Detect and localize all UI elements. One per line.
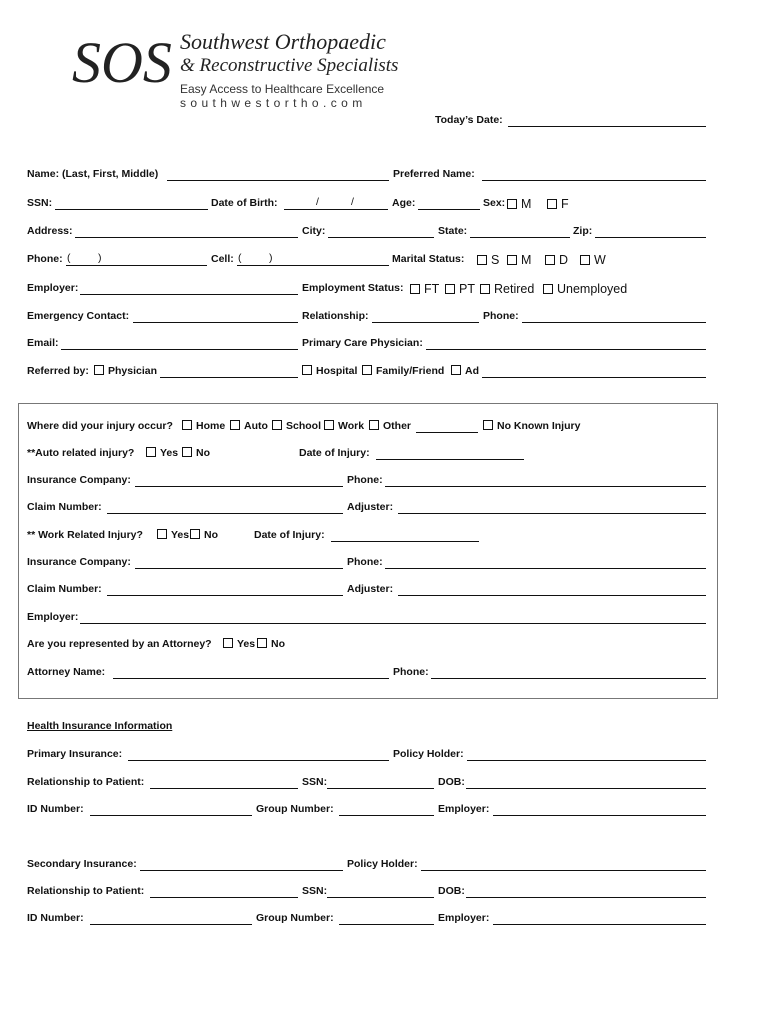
primary-group-label: Group Number: xyxy=(256,803,334,815)
marital-d-label: D xyxy=(559,253,569,267)
injury-other-option[interactable] xyxy=(367,420,411,432)
attorney-no-label: No xyxy=(271,638,285,650)
checkbox-icon[interactable] xyxy=(324,420,334,430)
zip-field[interactable] xyxy=(595,225,706,238)
emp-unemployed-label: Unemployed xyxy=(557,282,628,296)
pcp-field[interactable] xyxy=(426,337,706,350)
logo-website: southwestortho.com xyxy=(180,96,367,110)
work-employer-field[interactable] xyxy=(80,611,706,624)
primary-ssn-field[interactable] xyxy=(327,776,434,789)
zip-label: Zip: xyxy=(573,225,593,237)
checkbox-icon[interactable] xyxy=(369,420,379,430)
logo-name-line1: Southwest Orthopaedic xyxy=(180,29,386,54)
secondary-group-field[interactable] xyxy=(339,912,434,925)
ref-ad-option[interactable] xyxy=(449,365,479,377)
auto-date-field[interactable] xyxy=(376,447,524,460)
checkbox-icon[interactable] xyxy=(543,284,553,294)
attorney-phone-field[interactable] xyxy=(431,666,706,679)
employer-label: Employer: xyxy=(27,282,79,294)
primary-insurance-label: Primary Insurance: xyxy=(27,748,123,760)
secondary-dob-field[interactable] xyxy=(466,885,706,898)
city-label: City: xyxy=(302,225,326,237)
dob-separator-1: / xyxy=(316,196,319,208)
ssn-label: SSN: xyxy=(27,197,53,209)
secondary-insurance-field[interactable] xyxy=(140,858,343,871)
auto-yes-option[interactable] xyxy=(144,447,178,459)
checkbox-icon[interactable] xyxy=(445,284,455,294)
primary-policy-holder-label: Policy Holder: xyxy=(393,748,464,760)
marital-m-label: M xyxy=(521,253,532,267)
email-label: Email: xyxy=(27,337,59,349)
emp-ft-option[interactable] xyxy=(408,280,439,298)
work-yes-label: Yes xyxy=(171,529,190,541)
marital-s-option[interactable] xyxy=(475,251,499,269)
cell-label: Cell: xyxy=(211,253,234,265)
secondary-dob-label: DOB: xyxy=(438,885,465,897)
auto-related-label: **Auto related injury? xyxy=(27,447,135,459)
referred-by-label: Referred by: xyxy=(27,365,89,377)
marital-d-option[interactable] xyxy=(543,251,568,269)
ref-physician-field[interactable] xyxy=(160,365,298,378)
sex-label: Sex: xyxy=(483,197,506,209)
work-adjuster-label: Adjuster: xyxy=(347,583,394,595)
auto-date-label: Date of Injury: xyxy=(299,447,370,459)
state-label: State: xyxy=(438,225,468,237)
pcp-label: Primary Care Physician: xyxy=(302,337,423,349)
checkbox-icon[interactable] xyxy=(451,365,461,375)
primary-insurance-field[interactable] xyxy=(128,748,389,761)
city-field[interactable] xyxy=(328,225,434,238)
checkbox-icon[interactable] xyxy=(362,365,372,375)
checkbox-icon[interactable] xyxy=(507,255,517,265)
attorney-yes-option[interactable] xyxy=(221,638,255,650)
secondary-relationship-field[interactable] xyxy=(150,885,298,898)
attorney-phone-label: Phone: xyxy=(393,666,429,678)
injury-auto-option[interactable] xyxy=(228,420,268,432)
preferred-name-label: Preferred Name: xyxy=(393,168,475,180)
work-date-field[interactable] xyxy=(331,529,479,542)
name-label: Name: (Last, First, Middle) xyxy=(27,168,159,180)
work-no-option[interactable] xyxy=(188,529,218,541)
employer-field[interactable] xyxy=(80,282,298,295)
work-phone-field[interactable] xyxy=(385,556,706,569)
checkbox-icon[interactable] xyxy=(94,365,104,375)
age-field[interactable] xyxy=(418,197,480,210)
injury-auto-label: Auto xyxy=(244,420,268,432)
secondary-employer-label: Employer: xyxy=(438,912,490,924)
work-insurance-label: Insurance Company: xyxy=(27,556,131,568)
todays-date-label: Today’s Date: xyxy=(435,114,503,126)
dob-label: Date of Birth: xyxy=(211,197,278,209)
checkbox-icon[interactable] xyxy=(580,255,590,265)
logo-monogram xyxy=(70,26,178,96)
secondary-insurance-label: Secondary Insurance: xyxy=(27,858,137,870)
primary-dob-label: DOB: xyxy=(438,776,465,788)
marital-status-label: Marital Status: xyxy=(392,253,465,265)
checkbox-icon[interactable] xyxy=(182,447,192,457)
phone-field[interactable] xyxy=(66,253,207,266)
work-employer-label: Employer: xyxy=(27,611,79,623)
work-claim-field[interactable] xyxy=(107,583,343,596)
primary-employer-field[interactable] xyxy=(493,803,706,816)
attorney-no-option[interactable] xyxy=(255,638,285,650)
auto-no-option[interactable] xyxy=(180,447,210,459)
secondary-ssn-field[interactable] xyxy=(327,885,434,898)
checkbox-icon[interactable] xyxy=(507,199,517,209)
ref-hospital-option[interactable] xyxy=(300,365,357,377)
checkbox-icon[interactable] xyxy=(477,255,487,265)
cell-area-open: ( xyxy=(238,252,242,264)
relationship-field[interactable] xyxy=(372,310,479,323)
sex-f-option[interactable] xyxy=(545,195,569,213)
checkbox-icon[interactable] xyxy=(410,284,420,294)
secondary-id-label: ID Number: xyxy=(27,912,84,924)
auto-no-label: No xyxy=(196,447,210,459)
work-adjuster-field[interactable] xyxy=(398,583,706,596)
address-field[interactable] xyxy=(75,225,298,238)
primary-relationship-field[interactable] xyxy=(150,776,298,789)
marital-w-option[interactable] xyxy=(578,251,606,269)
auto-adjuster-field[interactable] xyxy=(398,501,706,514)
ssn-field[interactable] xyxy=(55,197,208,210)
primary-group-field[interactable] xyxy=(339,803,434,816)
attorney-name-label: Attorney Name: xyxy=(27,666,106,678)
work-claim-label: Claim Number: xyxy=(27,583,102,595)
auto-claim-field[interactable] xyxy=(107,501,343,514)
sex-f-label: F xyxy=(561,197,569,211)
injury-where-label: Where did your injury occur? xyxy=(27,420,173,432)
attorney-name-field[interactable] xyxy=(113,666,389,679)
auto-insurance-field[interactable] xyxy=(135,474,343,487)
work-yes-option[interactable] xyxy=(155,529,189,541)
state-field[interactable] xyxy=(470,225,570,238)
checkbox-icon[interactable] xyxy=(223,638,233,648)
attorney-question-label: Are you represented by an Attorney? xyxy=(27,638,212,650)
emp-retired-label: Retired xyxy=(494,282,535,296)
checkbox-icon[interactable] xyxy=(547,199,557,209)
name-field[interactable] xyxy=(167,168,389,181)
checkbox-icon[interactable] xyxy=(182,420,192,430)
dob-separator-2: / xyxy=(351,196,354,208)
phone-area-open: ( xyxy=(67,252,71,264)
emp-pt-label: PT xyxy=(459,282,475,296)
relationship-label: Relationship: xyxy=(302,310,369,322)
auto-adjuster-label: Adjuster: xyxy=(347,501,394,513)
primary-id-label: ID Number: xyxy=(27,803,84,815)
cell-area-close: ) xyxy=(269,252,273,264)
ref-physician-label: Physician xyxy=(108,365,158,377)
ref-physician-option[interactable] xyxy=(92,365,157,377)
secondary-ssn-label: SSN: xyxy=(302,885,328,897)
auto-phone-field[interactable] xyxy=(385,474,706,487)
marital-m-option[interactable] xyxy=(505,251,531,269)
checkbox-icon[interactable] xyxy=(302,365,312,375)
email-field[interactable] xyxy=(61,337,298,350)
auto-insurance-label: Insurance Company: xyxy=(27,474,131,486)
injury-other-label: Other xyxy=(383,420,412,432)
injury-home-option[interactable] xyxy=(180,420,225,432)
logo-monogram-text: SOS xyxy=(72,30,172,95)
emergency-contact-field[interactable] xyxy=(133,310,298,323)
ec-phone-label: Phone: xyxy=(483,310,519,322)
primary-ssn-label: SSN: xyxy=(302,776,328,788)
todays-date-field[interactable] xyxy=(508,114,706,127)
injury-school-option[interactable] xyxy=(270,420,321,432)
injury-school-label: School xyxy=(286,420,322,432)
auto-phone-label: Phone: xyxy=(347,474,383,486)
primary-policy-holder-field[interactable] xyxy=(467,748,706,761)
secondary-id-field[interactable] xyxy=(90,912,252,925)
secondary-policy-holder-field[interactable] xyxy=(421,858,706,871)
secondary-policy-holder-label: Policy Holder: xyxy=(347,858,418,870)
injury-no-known-option[interactable] xyxy=(481,420,580,432)
checkbox-icon[interactable] xyxy=(230,420,240,430)
work-insurance-field[interactable] xyxy=(135,556,343,569)
work-date-label: Date of Injury: xyxy=(254,529,325,541)
checkbox-icon[interactable] xyxy=(257,638,267,648)
ref-family-option[interactable] xyxy=(360,365,444,377)
primary-dob-field[interactable] xyxy=(466,776,706,789)
ref-family-label: Family/Friend xyxy=(376,365,445,377)
age-label: Age: xyxy=(392,197,416,209)
secondary-group-label: Group Number: xyxy=(256,912,334,924)
work-related-label: ** Work Related Injury? xyxy=(27,529,143,541)
injury-work-option[interactable] xyxy=(322,420,364,432)
phone-label: Phone: xyxy=(27,253,63,265)
emp-unemployed-option[interactable] xyxy=(541,280,627,298)
ref-ad-field[interactable] xyxy=(482,365,706,378)
injury-work-label: Work xyxy=(338,420,365,432)
checkbox-icon[interactable] xyxy=(480,284,490,294)
ref-ad-label: Ad xyxy=(465,365,479,377)
attorney-yes-label: Yes xyxy=(237,638,256,650)
injury-no-known-label: No Known Injury xyxy=(497,420,581,432)
primary-id-field[interactable] xyxy=(90,803,252,816)
phone-area-close: ) xyxy=(98,252,102,264)
checkbox-icon[interactable] xyxy=(272,420,282,430)
emp-retired-option[interactable] xyxy=(478,280,534,298)
checkbox-icon[interactable] xyxy=(545,255,555,265)
secondary-employer-field[interactable] xyxy=(493,912,706,925)
sex-m-label: M xyxy=(521,197,532,211)
emp-ft-label: FT xyxy=(424,282,440,296)
checkbox-icon[interactable] xyxy=(483,420,493,430)
logo-name-line2: & Reconstructive Specialists xyxy=(180,55,399,76)
work-phone-label: Phone: xyxy=(347,556,383,568)
primary-relationship-label: Relationship to Patient: xyxy=(27,776,145,788)
health-insurance-heading: Health Insurance Information xyxy=(27,720,173,732)
marital-w-label: W xyxy=(594,253,606,267)
preferred-name-field[interactable] xyxy=(482,168,706,181)
checkbox-icon[interactable] xyxy=(190,529,200,539)
auto-yes-label: Yes xyxy=(160,447,179,459)
sex-m-option[interactable] xyxy=(505,195,531,213)
primary-employer-label: Employer: xyxy=(438,803,490,815)
injury-home-label: Home xyxy=(196,420,226,432)
ec-phone-field[interactable] xyxy=(522,310,706,323)
employment-status-label: Employment Status: xyxy=(302,282,404,294)
injury-other-field[interactable] xyxy=(416,420,478,433)
emergency-contact-label: Emergency Contact: xyxy=(27,310,130,322)
address-label: Address: xyxy=(27,225,73,237)
logo-tagline: Easy Access to Healthcare Excellence xyxy=(180,82,385,96)
auto-claim-label: Claim Number: xyxy=(27,501,102,513)
checkbox-icon[interactable] xyxy=(146,447,156,457)
work-no-label: No xyxy=(204,529,218,541)
emp-pt-option[interactable] xyxy=(443,280,475,298)
checkbox-icon[interactable] xyxy=(157,529,167,539)
cell-field[interactable] xyxy=(237,253,389,266)
marital-s-label: S xyxy=(491,253,500,267)
ref-hospital-label: Hospital xyxy=(316,365,358,377)
secondary-relationship-label: Relationship to Patient: xyxy=(27,885,145,897)
dob-field[interactable] xyxy=(284,197,388,210)
